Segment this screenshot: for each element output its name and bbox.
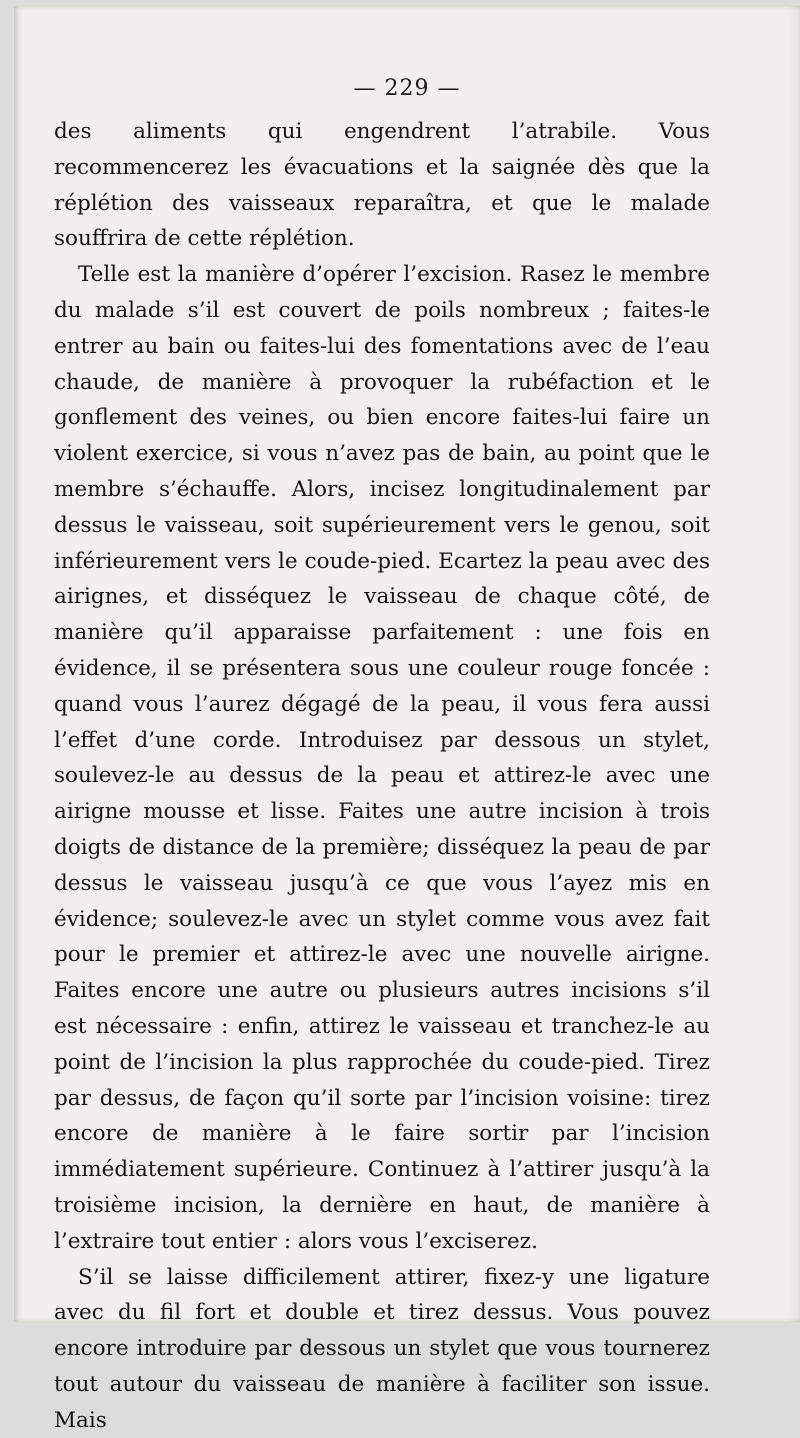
body-text xyxy=(54,114,710,1438)
paragraph-1: des aliments qui engendrent l’atrabile. Vous recommencerez les évacuations et la saignée dès que la réplétion des vaisseaux reparaîtra, et que le malade souffrira de cette réplétion. xyxy=(54,114,710,257)
paragraph-2: Telle est la manière d’opérer l’excision. Rasez le membre du malade s’il est couvert de poils nombreux ; faites-le entrer au bain ou faites-lui des fomentations avec de l’eau chaude, de manière à provoquer la rubéfaction et le gonflement des veines, ou bien encore faites-lui faire un violent exercice, si vous n’avez pas de bain, au point que le membre s’échauffe. Alors, incisez longitudinalement par dessus le vaisseau, soit supérieurement vers le genou, soit inférieurement vers le coude-pied. Ecartez la peau avec des airignes, et disséquez le vaisseau de chaque côté, de manière qu’il apparaisse parfaitement : une fois en évidence, il se présentera sous une couleur rouge foncée : quand vous l’aurez dégagé de la peau, il vous fera aussi l’effet d’une corde. Introduisez par dessous un stylet, soulevez-le au dessus de la peau et attirez-le avec une airigne mousse et lisse. Faites une autre incision à trois doigts de distance de la première; disséquez la peau de par dessus le vaisseau jusqu’à ce que vous l’ayez mis en évidence; soulevez-le avec un stylet comme vous avez fait pour le premier et attirez-le avec une nouvelle airigne. Faites encore une autre ou plusieurs autres incisions s’il est nécessaire : enfin, attirez le vaisseau et tranchez-le au point de l’incision la plus rapprochée du coude-pied. Tirez par dessus, de façon qu’il sorte par l’incision voisine: tirez encore de manière à le faire sortir par l’incision immédiatement supérieure. Continuez à l’attirer jusqu’à la troisième incision, la dernière en haut, de manière à l’extraire tout entier : alors vous l’exciserez. xyxy=(54,257,710,1259)
book-page xyxy=(14,6,800,1322)
page-number: — 229 — xyxy=(14,76,800,101)
paragraph-3: S’il se laisse difficilement attirer, fixez-y une ligature avec du fil fort et double et tirez dessus. Vous pouvez encore introduire par dessous un stylet que vous tournerez tout autour du vaisseau de manière à faciliter son issue. Mais xyxy=(54,1260,710,1438)
